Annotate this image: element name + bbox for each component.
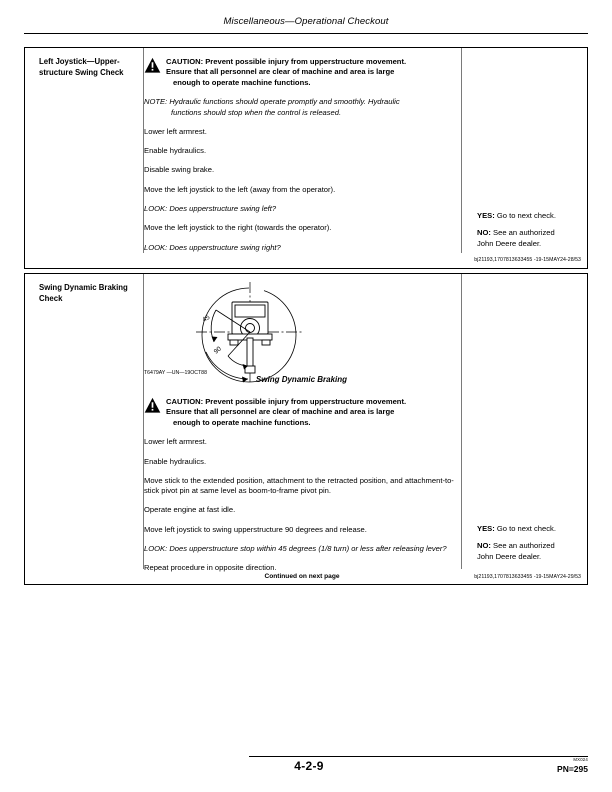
check-panel-left-joystick-swing: [24, 47, 588, 269]
reference-code: bj21193,1707813633455 -19-15MAY24-28/53: [474, 257, 581, 263]
caution-line-3: enough to operate machine functions.: [173, 417, 311, 427]
check-body: [144, 397, 459, 574]
check-body: [144, 57, 459, 253]
caution-line-1: CAUTION: Prevent possible injury from upperstructure movement.: [166, 397, 407, 406]
caution-line-1: CAUTION: Prevent possible injury from upperstructure movement.: [166, 57, 407, 66]
angle-label-45: 45: [201, 313, 212, 324]
running-head: Miscellaneous—Operational Checkout: [223, 16, 389, 27]
answer-yes: [477, 524, 605, 534]
figure-number: T6479AY —UN—19OCT88: [144, 370, 207, 376]
check-panel-swing-dynamic-braking: [24, 273, 588, 585]
answer-yes-text: Go to next check.: [496, 211, 556, 220]
answer-no-text-line1: See an authorized: [493, 541, 555, 551]
caution-line-2: Ensure that all personnel are clear of machine and area is large: [166, 407, 395, 417]
note-block: [144, 97, 459, 118]
note-line-1: NOTE: Hydraulic functions should operate promptly and smoothly. Hydraulic: [144, 97, 400, 107]
caution-line-2: Ensure that all personnel are clear of machine and area is large: [166, 67, 395, 77]
step-item: Move the left joystick to the right (towards the operator).: [144, 223, 332, 233]
panel1-column-divider-right: [461, 48, 462, 253]
header-divider-rule: [24, 33, 588, 34]
figure-caption: Swing Dynamic Braking: [255, 375, 348, 384]
continued-on-next-page: Continued on next page: [264, 573, 340, 580]
answer-no: [477, 541, 605, 562]
answer-no-label: NO:: [477, 228, 491, 238]
caution-block: [144, 397, 459, 428]
step-item: Move the left joystick to the left (away from the operator).: [144, 184, 336, 194]
step-item: Disable swing brake.: [144, 165, 215, 175]
answer-no-text-line1: See an authorized: [493, 228, 555, 238]
answer-yes-label: YES:: [477, 211, 495, 220]
reference-code: bj21193,1707813633455 -19-15MAY24-29/53: [474, 574, 581, 580]
check-title: Swing Dynamic Braking Check: [39, 283, 128, 303]
step-item: Lower left armrest.: [144, 437, 207, 447]
angle-label-90: 90: [212, 345, 223, 356]
pn-number: PN=295: [557, 764, 588, 774]
step-item: Enable hydraulics.: [144, 146, 207, 156]
page-number: 4-2-9: [294, 759, 324, 773]
step-item: Operate engine at fast idle.: [144, 505, 236, 515]
look-item: LOOK: Does upperstructure stop within 45 degrees (1/8 turn) or less after releasing lever?: [144, 544, 447, 553]
step-item: Move stick to the extended position, attachment to the retracted position, and attachment-to-stick pivot pin at same level as boom-to-frame pivot pin.: [144, 475, 454, 496]
step-item: Repeat procedure in opposite direction.: [144, 563, 277, 573]
check-title: Left Joystick—Upper-structure Swing Check: [39, 57, 124, 77]
answer-no-text-line2: John Deere dealer.: [477, 238, 542, 248]
warning-triangle-icon: [144, 397, 161, 414]
answer-yes-text: Go to next check.: [496, 524, 556, 533]
caution-block: [144, 57, 459, 88]
step-item: Lower left armrest.: [144, 126, 207, 136]
answer-yes-label: YES:: [477, 524, 495, 533]
step-item: Move left joystick to swing upperstructure 90 degrees and release.: [144, 524, 367, 534]
panel2-column-divider-right: [461, 274, 462, 569]
answer-column: [477, 211, 605, 249]
look-item: LOOK: Does upperstructure swing right?: [144, 242, 281, 252]
warning-triangle-icon: [144, 57, 161, 74]
answer-yes: [477, 211, 605, 221]
footer-divider-rule: [249, 756, 588, 757]
step-item: Enable hydraulics.: [144, 456, 207, 466]
answer-no-text-line2: John Deere dealer.: [477, 551, 542, 561]
look-item: LOOK: Does upperstructure swing left?: [144, 204, 277, 213]
note-line-2: functions should stop when the control is released.: [171, 107, 342, 117]
caution-line-3: enough to operate machine functions.: [173, 77, 311, 87]
revision-code: MX024: [573, 757, 588, 762]
answer-column: [477, 524, 605, 562]
answer-no-label: NO:: [477, 541, 491, 551]
answer-no: [477, 228, 605, 249]
